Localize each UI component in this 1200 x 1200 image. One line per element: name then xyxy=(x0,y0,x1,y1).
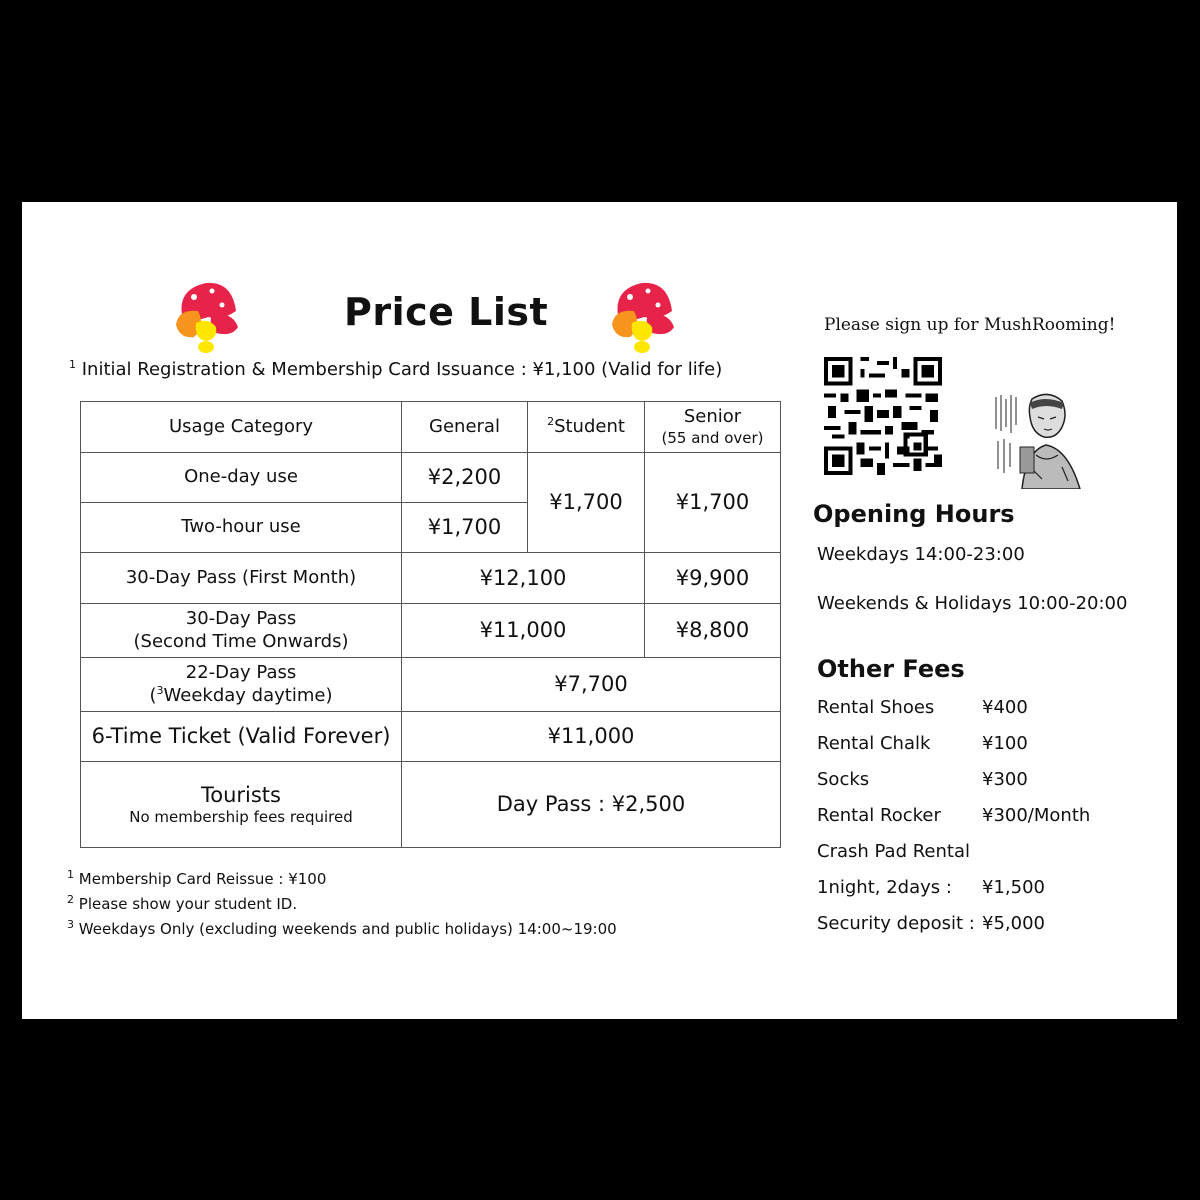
row-label-30day-first: 30-Day Pass (First Month) xyxy=(81,553,402,604)
fee-label-crash-pad-night: 1night, 2days : xyxy=(817,877,952,898)
footnote-3: $^3$ Weekdays Only (excluding weekends and public holidays) 14:00~19:00 xyxy=(67,918,617,938)
header-student: $^2$Student xyxy=(528,402,645,453)
signup-text: Please sign up for MushRooming! xyxy=(824,315,1116,335)
hours-weekends: Weekends & Holidays 10:00-20:00 xyxy=(817,593,1128,614)
registration-text: Initial Registration & Membership Card Issuance : ¥1,100 (Valid for life) xyxy=(81,359,723,380)
table-row xyxy=(81,712,781,762)
fee-value-rental-rocker: ¥300/Month xyxy=(982,805,1091,826)
registration-note xyxy=(69,358,722,380)
price-table xyxy=(80,401,781,848)
row-label-tourists: Tourists No membership fees required xyxy=(81,762,402,848)
row-label-6time: 6-Time Ticket (Valid Forever) xyxy=(81,712,402,762)
footnote-1: $^1$ Membership Card Reissue : ¥100 xyxy=(67,868,327,888)
fee-label-rental-shoes: Rental Shoes xyxy=(817,697,935,718)
footnote-2: $^2$ Please show your student ID. xyxy=(67,893,298,913)
hours-weekdays: Weekdays 14:00-23:00 xyxy=(817,544,1025,565)
price-30day-first-senior: ¥9,900 xyxy=(645,553,781,604)
header-usage-category: Usage Category xyxy=(81,402,402,453)
opening-hours-heading: Opening Hours xyxy=(813,500,1015,528)
table-row xyxy=(81,553,781,604)
price-30day-second: ¥11,000 xyxy=(402,604,645,658)
table-row xyxy=(81,762,781,848)
price-short-senior: ¥1,700 xyxy=(645,453,781,553)
page-title: Price List xyxy=(344,290,549,334)
table-row xyxy=(81,453,781,503)
price-one-day-general: ¥2,200 xyxy=(402,453,528,503)
footnote-marker: 1 xyxy=(69,358,76,371)
fee-label-rental-chalk: Rental Chalk xyxy=(817,733,931,754)
fee-label-rental-rocker: Rental Rocker xyxy=(817,805,941,826)
table-row xyxy=(81,604,781,658)
row-label-two-hour: Two-hour use xyxy=(81,503,402,553)
price-30day-second-senior: ¥8,800 xyxy=(645,604,781,658)
manga-illustration xyxy=(992,389,1082,489)
header-general: General xyxy=(402,402,528,453)
price-6time: ¥11,000 xyxy=(402,712,781,762)
fee-label-security-deposit: Security deposit : xyxy=(817,913,975,934)
price-30day-first: ¥12,100 xyxy=(402,553,645,604)
fee-value-rental-shoes: ¥400 xyxy=(982,697,1028,718)
mushroom-logo-icon xyxy=(608,277,678,355)
row-label-30day-second: 30-Day Pass (Second Time Onwards) xyxy=(81,604,402,658)
qr-code-icon[interactable] xyxy=(824,357,942,475)
other-fees-heading: Other Fees xyxy=(817,655,965,683)
fee-value-security-deposit: ¥5,000 xyxy=(982,913,1045,934)
mushroom-logo-icon xyxy=(172,277,242,355)
price-short-student: ¥1,700 xyxy=(528,453,645,553)
table-row xyxy=(81,658,781,712)
header-senior: Senior (55 and over) xyxy=(645,402,781,453)
row-label-22day: 22-Day Pass ($^3$Weekday daytime) xyxy=(81,658,402,712)
fee-label-crash-pad: Crash Pad Rental xyxy=(817,841,970,862)
price-22day: ¥7,700 xyxy=(402,658,781,712)
fee-value-socks: ¥300 xyxy=(982,769,1028,790)
fee-value-crash-pad-night: ¥1,500 xyxy=(982,877,1045,898)
row-label-one-day: One-day use xyxy=(81,453,402,503)
fee-value-rental-chalk: ¥100 xyxy=(982,733,1028,754)
price-tourists: Day Pass : ¥2,500 xyxy=(402,762,781,848)
fee-label-socks: Socks xyxy=(817,769,870,790)
table-header-row xyxy=(81,402,781,453)
price-two-hour-general: ¥1,700 xyxy=(402,503,528,553)
price-list-card xyxy=(22,202,1177,1019)
